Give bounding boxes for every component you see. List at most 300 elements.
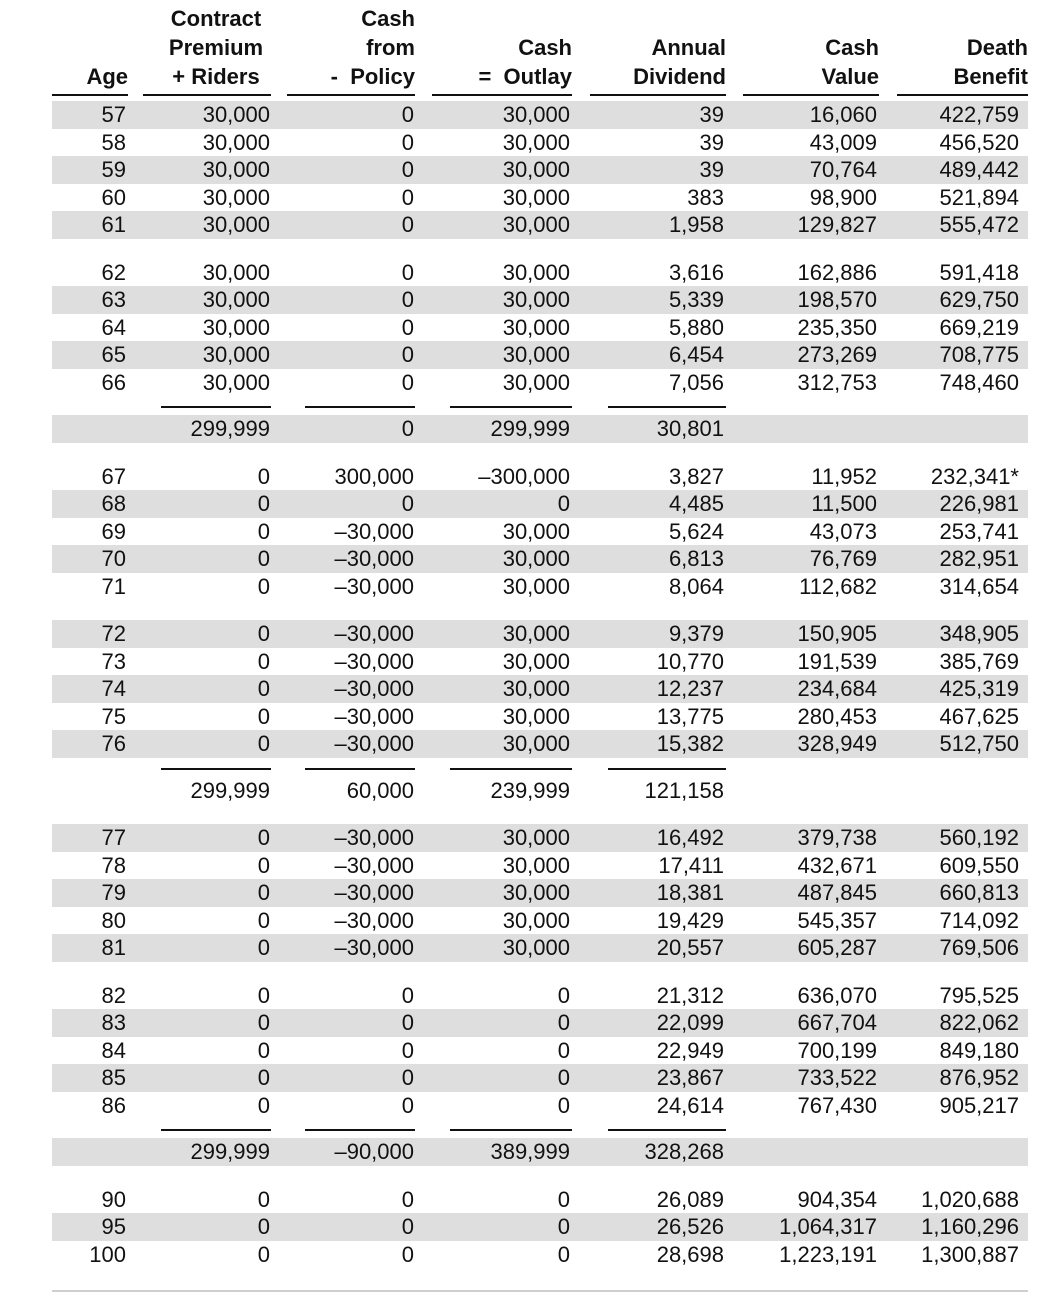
table-row [0,1064,1051,1092]
cash-from-policy-cell: 0 [401,212,414,237]
subtotal-rule [305,406,415,408]
table-row [0,982,1051,1010]
annual-dividend-cell: 20,557 [656,935,724,960]
age-cell: 79 [101,880,126,905]
death-benefit-cell: 905,217 [939,1092,1019,1118]
cash-outlay-cell: 30,000 [502,573,570,599]
age-cell: 59 [101,157,126,182]
annual-dividend-cell: 26,089 [656,1186,724,1212]
premium-cell: 0 [257,880,270,905]
death-benefit-cell: 769,506 [939,935,1019,960]
cash-from-policy-cell: 0 [401,1010,414,1035]
death-benefit-cell: 876,952 [939,1065,1019,1090]
age-cell: 62 [101,259,126,285]
subtotal-rule [608,1129,726,1131]
cash-from-policy-cell: 0 [401,342,414,367]
table-row [0,573,1051,601]
annual-dividend-cell: 26,526 [656,1214,724,1239]
premium-cell: 0 [257,1214,270,1239]
cash-value-cell: 16,060 [809,102,877,127]
table-row [0,648,1051,676]
header-line: Cash [825,35,879,60]
header-line: Dividend [633,64,726,89]
cash-value-cell: 191,539 [797,648,877,674]
cash-outlay-cell: 30,000 [502,212,570,237]
cash-outlay-cell: 0 [557,1186,570,1212]
header-line: Benefit [953,64,1028,89]
premium-cell: 0 [257,825,270,850]
cash-from-policy-cell: 300,000 [334,463,414,489]
subtotal-rule [608,768,726,770]
premium-cell: 0 [257,463,270,489]
header-rule [52,94,128,96]
age-cell: 71 [101,573,126,599]
age-cell: 86 [101,1092,126,1118]
age-cell: 63 [101,287,126,312]
header-line: Contract [170,6,262,31]
cash-value-cell: 487,845 [797,880,877,905]
annual-dividend-cell: 12,237 [656,676,724,701]
annual-dividend-cell: 22,949 [656,1037,724,1063]
cash-value-cell: 667,704 [797,1010,877,1035]
cash-value-cell: 767,430 [797,1092,877,1118]
cash-outlay-cell: 30,000 [502,342,570,367]
age-cell: 69 [101,518,126,544]
cash-value-cell: 76,769 [809,546,877,571]
age-cell: 64 [101,314,126,340]
age-cell: 77 [101,825,126,850]
subtotal-rule [450,768,572,770]
header-rule [743,94,879,96]
cash-value-cell: 11,952 [811,463,877,489]
annual-dividend-cell: 5,339 [668,287,724,312]
total-row [0,1138,1051,1166]
age-cell: 70 [101,546,126,571]
header-premium [160,4,272,91]
table-row [0,101,1051,129]
cash-from-policy-cell: –30,000 [334,880,414,905]
death-benefit-cell: 348,905 [939,621,1019,646]
cash-value-cell: 1,223,191 [779,1241,877,1267]
premium-cell: 30,000 [202,342,270,367]
premium-cell: 30,000 [202,129,270,155]
premium-cell: 30,000 [202,157,270,182]
cash-from-policy-cell: 0 [401,416,414,441]
header-rule [287,94,415,96]
age-cell: 68 [101,491,126,516]
cash-outlay-cell: 0 [557,491,570,516]
table-row [0,675,1051,703]
cash-from-policy-cell: –30,000 [334,703,414,729]
premium-cell: 0 [257,1065,270,1090]
cash-outlay-cell: 30,000 [502,259,570,285]
header-death-benefit [900,33,1028,91]
cash-from-policy-cell: 0 [401,157,414,182]
cash-outlay-cell: 299,999 [490,416,570,441]
cash-outlay-cell: 30,000 [502,852,570,878]
death-benefit-cell: 456,520 [939,129,1019,155]
table-row [0,184,1051,212]
cash-outlay-cell: 30,000 [502,184,570,210]
table-row [0,369,1051,397]
table-row [0,1037,1051,1065]
table-row [0,934,1051,962]
annual-dividend-cell: 15,382 [656,731,724,756]
death-benefit-cell: 253,741 [939,518,1019,544]
cash-from-policy-cell: –30,000 [334,573,414,599]
premium-cell: 0 [257,731,270,756]
table-row [0,490,1051,518]
cash-from-policy-cell: –30,000 [334,546,414,571]
cash-from-policy-cell: –30,000 [334,825,414,850]
cash-outlay-cell: 30,000 [502,621,570,646]
table-row [0,1186,1051,1214]
premium-cell: 30,000 [202,184,270,210]
death-benefit-cell: 385,769 [939,648,1019,674]
cash-outlay-cell: 0 [557,982,570,1008]
table-row [0,730,1051,758]
bottom-border [52,1290,1028,1292]
premium-cell: 30,000 [202,369,270,395]
premium-cell: 0 [257,703,270,729]
age-cell: 61 [101,212,126,237]
table-row [0,1092,1051,1120]
subtotal-rule [161,1129,271,1131]
subtotal-rule [161,768,271,770]
cash-value-cell: 733,522 [797,1065,877,1090]
table-row [0,463,1051,491]
cash-value-cell: 234,684 [797,676,877,701]
header-rule [590,94,726,96]
age-cell: 84 [101,1037,126,1063]
header-line: + Riders [172,64,260,89]
cash-from-policy-cell: –30,000 [334,621,414,646]
cash-from-policy-cell: 0 [401,1241,414,1267]
cash-from-policy-cell: 0 [401,1092,414,1118]
table-row [0,211,1051,239]
death-benefit-cell: 1,300,887 [921,1241,1019,1267]
age-cell: 76 [101,731,126,756]
annual-dividend-cell: 4,485 [668,491,724,516]
header-rule [897,94,1028,96]
header-rule [143,94,271,96]
cash-outlay-cell: 30,000 [502,157,570,182]
cash-from-policy-cell: 0 [401,287,414,312]
table-row [0,341,1051,369]
annual-dividend-cell: 3,827 [668,463,724,489]
annual-dividend-cell: 383 [687,184,724,210]
cash-outlay-cell: 0 [557,1037,570,1063]
table-row [0,703,1051,731]
cash-from-policy-cell: 0 [401,1214,414,1239]
header-line: Death [966,35,1028,60]
cash-outlay-cell: 30,000 [502,935,570,960]
subtotal-rule [305,768,415,770]
cash-outlay-cell: 30,000 [502,369,570,395]
death-benefit-cell: 512,750 [939,731,1019,756]
cash-value-cell: 379,738 [797,825,877,850]
cash-outlay-cell: 30,000 [502,102,570,127]
cash-value-cell: 43,009 [809,129,877,155]
death-benefit-cell: 314,654 [939,573,1019,599]
annual-dividend-cell: 9,379 [668,621,724,646]
header-line: Value [821,64,879,89]
age-cell: 95 [101,1214,126,1239]
table-row [0,1241,1051,1269]
cash-from-policy-cell: –30,000 [334,935,414,960]
death-benefit-cell: 560,192 [939,825,1019,850]
cash-outlay-cell: 0 [557,1010,570,1035]
cash-outlay-cell: 30,000 [502,825,570,850]
death-benefit-cell: 591,418 [939,259,1019,285]
death-benefit-cell: 748,460 [939,369,1019,395]
cash-value-cell: 700,199 [797,1037,877,1063]
cash-value-cell: 312,753 [797,369,877,395]
annual-dividend-cell: 7,056 [668,369,724,395]
cash-from-policy-cell: –30,000 [334,648,414,674]
premium-cell: 299,999 [190,416,270,441]
death-benefit-cell: 669,219 [939,314,1019,340]
age-cell: 60 [101,184,126,210]
cash-from-policy-cell: 0 [401,129,414,155]
annual-dividend-cell: 8,064 [668,573,724,599]
cash-outlay-cell: 30,000 [502,907,570,933]
cash-from-policy-cell: –90,000 [334,1139,414,1164]
death-benefit-cell: 422,759 [939,102,1019,127]
premium-cell: 0 [257,676,270,701]
cash-outlay-cell: 30,000 [502,518,570,544]
header-line: Cash [518,35,572,60]
subtotal-rule [450,1129,572,1131]
death-benefit-cell: 822,062 [939,1010,1019,1035]
annual-dividend-cell: 19,429 [656,907,724,933]
table-row [0,852,1051,880]
cash-from-policy-cell: 0 [401,259,414,285]
cash-value-cell: 162,886 [797,259,877,285]
cash-from-policy-cell: 0 [401,1065,414,1090]
age-cell: 72 [101,621,126,646]
table-row [0,259,1051,287]
annual-dividend-cell: 16,492 [656,825,724,850]
annual-dividend-cell: 30,801 [656,416,724,441]
subtotal-rule [450,406,572,408]
death-benefit-cell: 609,550 [939,852,1019,878]
cash-value-cell: 545,357 [797,907,877,933]
cash-from-policy-cell: 0 [401,1037,414,1063]
table-row [0,1009,1051,1037]
cash-from-policy-cell: –30,000 [334,907,414,933]
total-row [0,777,1051,805]
age-cell: 100 [89,1241,126,1267]
cash-value-cell: 70,764 [809,157,877,182]
cash-value-cell: 1,064,317 [779,1214,877,1239]
cash-outlay-cell: 389,999 [490,1139,570,1164]
header-line: = Outlay [478,64,572,89]
death-benefit-cell: 1,160,296 [921,1214,1019,1239]
cash-value-cell: 605,287 [797,935,877,960]
cash-value-cell: 129,827 [797,212,877,237]
cash-from-policy-cell: 0 [401,314,414,340]
premium-cell: 30,000 [202,287,270,312]
cash-outlay-cell: 30,000 [502,287,570,312]
premium-cell: 0 [257,1186,270,1212]
cash-value-cell: 235,350 [797,314,877,340]
cash-from-policy-cell: 0 [401,184,414,210]
death-benefit-cell: 629,750 [939,287,1019,312]
premium-cell: 30,000 [202,259,270,285]
death-benefit-cell: 1,020,688 [921,1186,1019,1212]
cash-from-policy-cell: –30,000 [334,518,414,544]
premium-cell: 0 [257,1037,270,1063]
header-line: Cash [361,6,415,31]
header-line: - Policy [330,64,415,89]
age-cell: 66 [101,369,126,395]
premium-cell: 0 [257,546,270,571]
annual-dividend-cell: 3,616 [668,259,724,285]
cash-outlay-cell: 30,000 [502,676,570,701]
cash-value-cell: 198,570 [797,287,877,312]
age-cell: 83 [101,1010,126,1035]
cash-value-cell: 432,671 [797,852,877,878]
cash-value-cell: 11,500 [811,491,877,516]
death-benefit-cell: 660,813 [939,880,1019,905]
cash-from-policy-cell: 0 [401,491,414,516]
death-benefit-cell: 714,092 [939,907,1019,933]
cash-outlay-cell: 30,000 [502,731,570,756]
header-age [86,62,128,91]
annual-dividend-cell: 28,698 [656,1241,724,1267]
cash-outlay-cell: 30,000 [502,546,570,571]
cash-outlay-cell: 0 [557,1092,570,1118]
cash-outlay-cell: 30,000 [502,703,570,729]
premium-cell: 0 [257,573,270,599]
age-cell: 67 [101,463,126,489]
cash-value-cell: 150,905 [797,621,877,646]
age-cell: 73 [101,648,126,674]
annual-dividend-cell: 5,624 [668,518,724,544]
header-line: Age [86,64,128,89]
annual-dividend-cell: 22,099 [656,1010,724,1035]
subtotal-rule [608,406,726,408]
cash-outlay-cell: 30,000 [502,880,570,905]
death-benefit-cell: 708,775 [939,342,1019,367]
premium-cell: 30,000 [202,314,270,340]
table-row [0,824,1051,852]
death-benefit-cell: 282,951 [939,546,1019,571]
premium-cell: 299,999 [190,777,270,803]
annual-dividend-cell: 10,770 [656,648,724,674]
premium-cell: 299,999 [190,1139,270,1164]
total-row [0,415,1051,443]
premium-cell: 0 [257,518,270,544]
age-cell: 90 [101,1186,126,1212]
annual-dividend-cell: 6,454 [668,342,724,367]
cash-outlay-cell: 30,000 [502,314,570,340]
annual-dividend-cell: 328,268 [644,1139,724,1164]
annual-dividend-cell: 21,312 [656,982,724,1008]
table-row [0,286,1051,314]
cash-outlay-cell: 30,000 [502,129,570,155]
death-benefit-cell: 425,319 [939,676,1019,701]
age-cell: 82 [101,982,126,1008]
table-row [0,129,1051,157]
age-cell: 81 [101,935,126,960]
header-line: from [366,35,415,60]
table-row [0,879,1051,907]
age-cell: 85 [101,1065,126,1090]
death-benefit-cell: 555,472 [939,212,1019,237]
cash-from-policy-cell: –30,000 [334,852,414,878]
premium-cell: 0 [257,1241,270,1267]
annual-dividend-cell: 39 [699,102,724,127]
age-cell: 58 [101,129,126,155]
cash-outlay-cell: 0 [557,1065,570,1090]
death-benefit-cell: 849,180 [939,1037,1019,1063]
annual-dividend-cell: 17,411 [658,852,724,878]
table-row [0,314,1051,342]
cash-value-cell: 98,900 [809,184,877,210]
premium-cell: 0 [257,982,270,1008]
cash-from-policy-cell: 0 [401,369,414,395]
annual-dividend-cell: 1,958 [668,212,724,237]
annual-dividend-cell: 23,867 [656,1065,724,1090]
cash-from-policy-cell: –30,000 [334,676,414,701]
premium-cell: 0 [257,621,270,646]
cash-from-policy-cell: 0 [401,1186,414,1212]
cash-from-policy-cell: –30,000 [334,731,414,756]
death-benefit-cell: 521,894 [939,184,1019,210]
death-benefit-cell: 232,341* [930,463,1019,489]
annual-dividend-cell: 18,381 [656,880,724,905]
cash-value-cell: 904,354 [797,1186,877,1212]
age-cell: 78 [101,852,126,878]
cash-value-cell: 112,682 [799,573,877,599]
cash-value-cell: 636,070 [797,982,877,1008]
premium-cell: 0 [257,1010,270,1035]
premium-cell: 0 [257,935,270,960]
annual-dividend-cell: 39 [699,157,724,182]
age-cell: 74 [101,676,126,701]
header-cash-from-policy [300,4,415,91]
table-row [0,907,1051,935]
subtotal-rule [161,406,271,408]
cash-value-cell: 280,453 [797,703,877,729]
header-line: Annual [651,35,726,60]
age-cell: 75 [101,703,126,729]
subtotal-rule [305,1129,415,1131]
premium-cell: 30,000 [202,102,270,127]
annual-dividend-cell: 13,775 [656,703,724,729]
death-benefit-cell: 795,525 [939,982,1019,1008]
header-annual-dividend [600,33,726,91]
cash-outlay-cell: 0 [557,1241,570,1267]
annual-dividend-cell: 24,614 [656,1092,724,1118]
premium-cell: 30,000 [202,212,270,237]
table-row [0,156,1051,184]
cash-value-cell: 43,073 [809,518,877,544]
premium-cell: 0 [257,1092,270,1118]
death-benefit-cell: 467,625 [939,703,1019,729]
cash-from-policy-cell: 0 [401,982,414,1008]
cash-outlay-cell: 239,999 [490,777,570,803]
header-cash-value [760,33,879,91]
cash-outlay-cell: 0 [557,1214,570,1239]
cash-from-policy-cell: 0 [401,102,414,127]
premium-cell: 0 [257,648,270,674]
annual-dividend-cell: 6,813 [668,546,724,571]
header-cash-outlay [450,33,572,91]
table-row [0,1213,1051,1241]
